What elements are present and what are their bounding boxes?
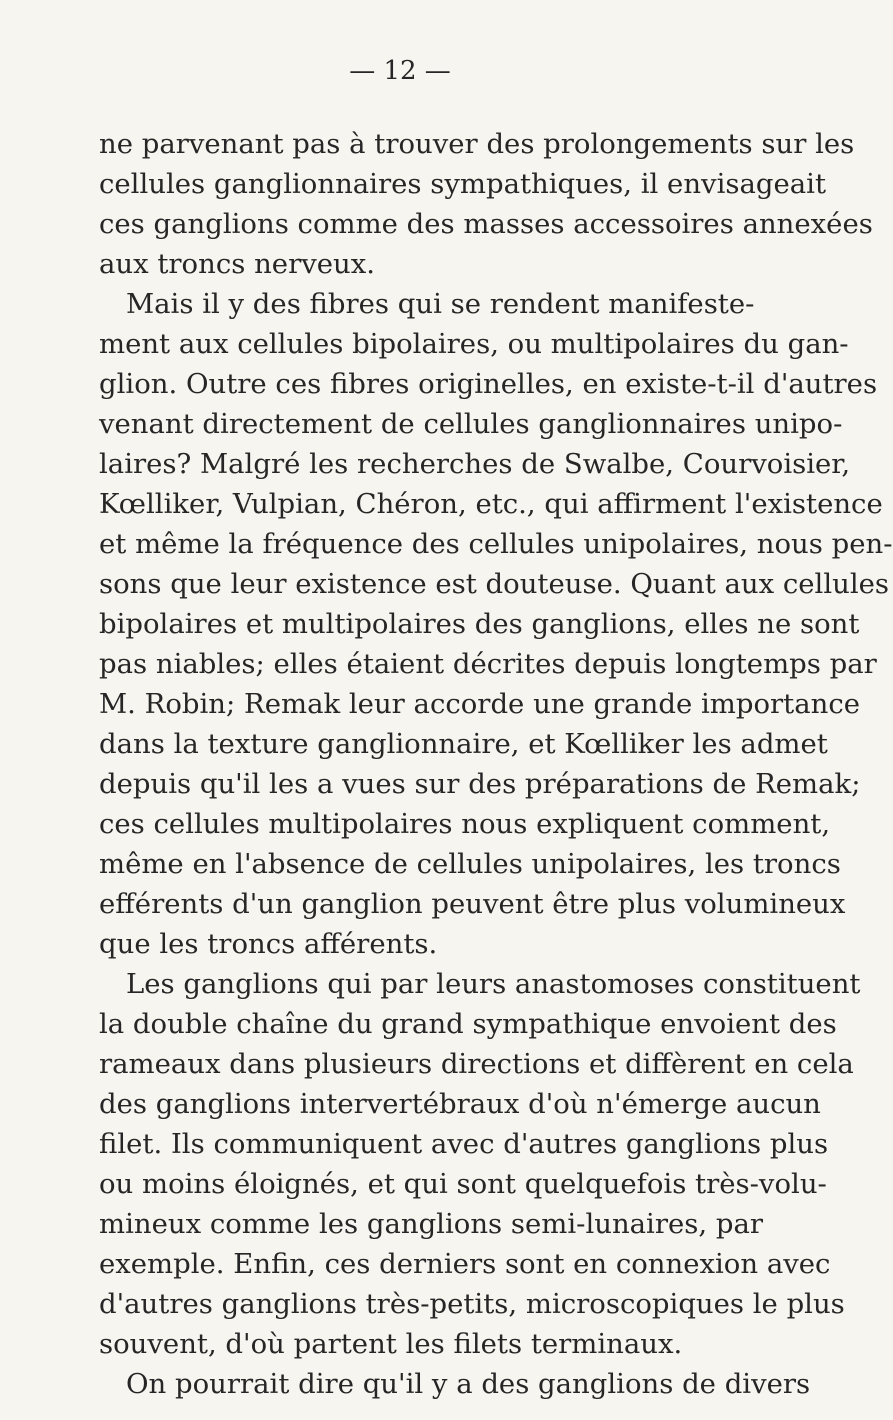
text-line: souvent, d'où partent les filets terminaux. bbox=[99, 1328, 683, 1360]
page-number: — 12 — bbox=[349, 56, 451, 86]
text-line: ces cellules multipolaires nous expliquent comment, bbox=[99, 808, 831, 840]
text-line: Mais il y des fibres qui se rendent manifeste- bbox=[126, 288, 755, 320]
text-line: pas niables; elles étaient décrites depuis longtemps par bbox=[99, 648, 877, 680]
text-line: même en l'absence de cellules unipolaires, les troncs bbox=[99, 848, 841, 880]
text-line: dans la texture ganglionnaire, et Kœlliker les admet bbox=[99, 728, 828, 760]
text-line: ne parvenant pas à trouver des prolongements sur les bbox=[99, 128, 855, 160]
text-line: et même la fréquence des cellules unipolaires, nous pen- bbox=[99, 528, 893, 560]
text-line: glion. Outre ces fibres originelles, en existe-t-il d'autres bbox=[99, 368, 878, 400]
text-line: des ganglions intervertébraux d'où n'émerge aucun bbox=[99, 1088, 821, 1120]
text-line: cellules ganglionnaires sympathiques, il envisageait bbox=[99, 168, 826, 200]
text-line: filet. Ils communiquent avec d'autres ganglions plus bbox=[99, 1128, 829, 1160]
text-line: exemple. Enfin, ces derniers sont en connexion avec bbox=[99, 1248, 831, 1280]
text-line: rameaux dans plusieurs directions et diffèrent en cela bbox=[99, 1048, 854, 1080]
text-line: depuis qu'il les a vues sur des préparations de Remak; bbox=[99, 768, 861, 800]
text-line: On pourrait dire qu'il y a des ganglions de divers bbox=[126, 1368, 811, 1400]
text-line: M. Robin; Remak leur accorde une grande importance bbox=[99, 688, 860, 720]
text-line: d'autres ganglions très-petits, microscopiques le plus bbox=[99, 1288, 845, 1320]
text-line: ou moins éloignés, et qui sont quelquefois très-volu- bbox=[99, 1168, 827, 1200]
text-line: venant directement de cellules ganglionnaires unipo- bbox=[99, 408, 843, 440]
text-line: mineux comme les ganglions semi-lunaires, par bbox=[99, 1208, 764, 1240]
text-line: ment aux cellules bipolaires, ou multipolaires du gan- bbox=[99, 328, 849, 360]
text-line: bipolaires et multipolaires des ganglions, elles ne sont bbox=[99, 608, 860, 640]
text-line: la double chaîne du grand sympathique envoient des bbox=[99, 1008, 837, 1040]
text-line: Kœlliker, Vulpian, Chéron, etc., qui affirment l'existence bbox=[99, 488, 883, 520]
text-line: sons que leur existence est douteuse. Quant aux cellules bbox=[99, 568, 890, 600]
text-line: que les troncs afférents. bbox=[99, 928, 438, 960]
text-line: laires? Malgré les recherches de Swalbe, Courvoisier, bbox=[99, 448, 851, 480]
text-line: efférents d'un ganglion peuvent être plus volumineux bbox=[99, 888, 846, 920]
text-line: Les ganglions qui par leurs anastomoses constituent bbox=[126, 968, 861, 1000]
text-line: ces ganglions comme des masses accessoires annexées bbox=[99, 208, 873, 240]
text-line: aux troncs nerveux. bbox=[99, 248, 375, 280]
